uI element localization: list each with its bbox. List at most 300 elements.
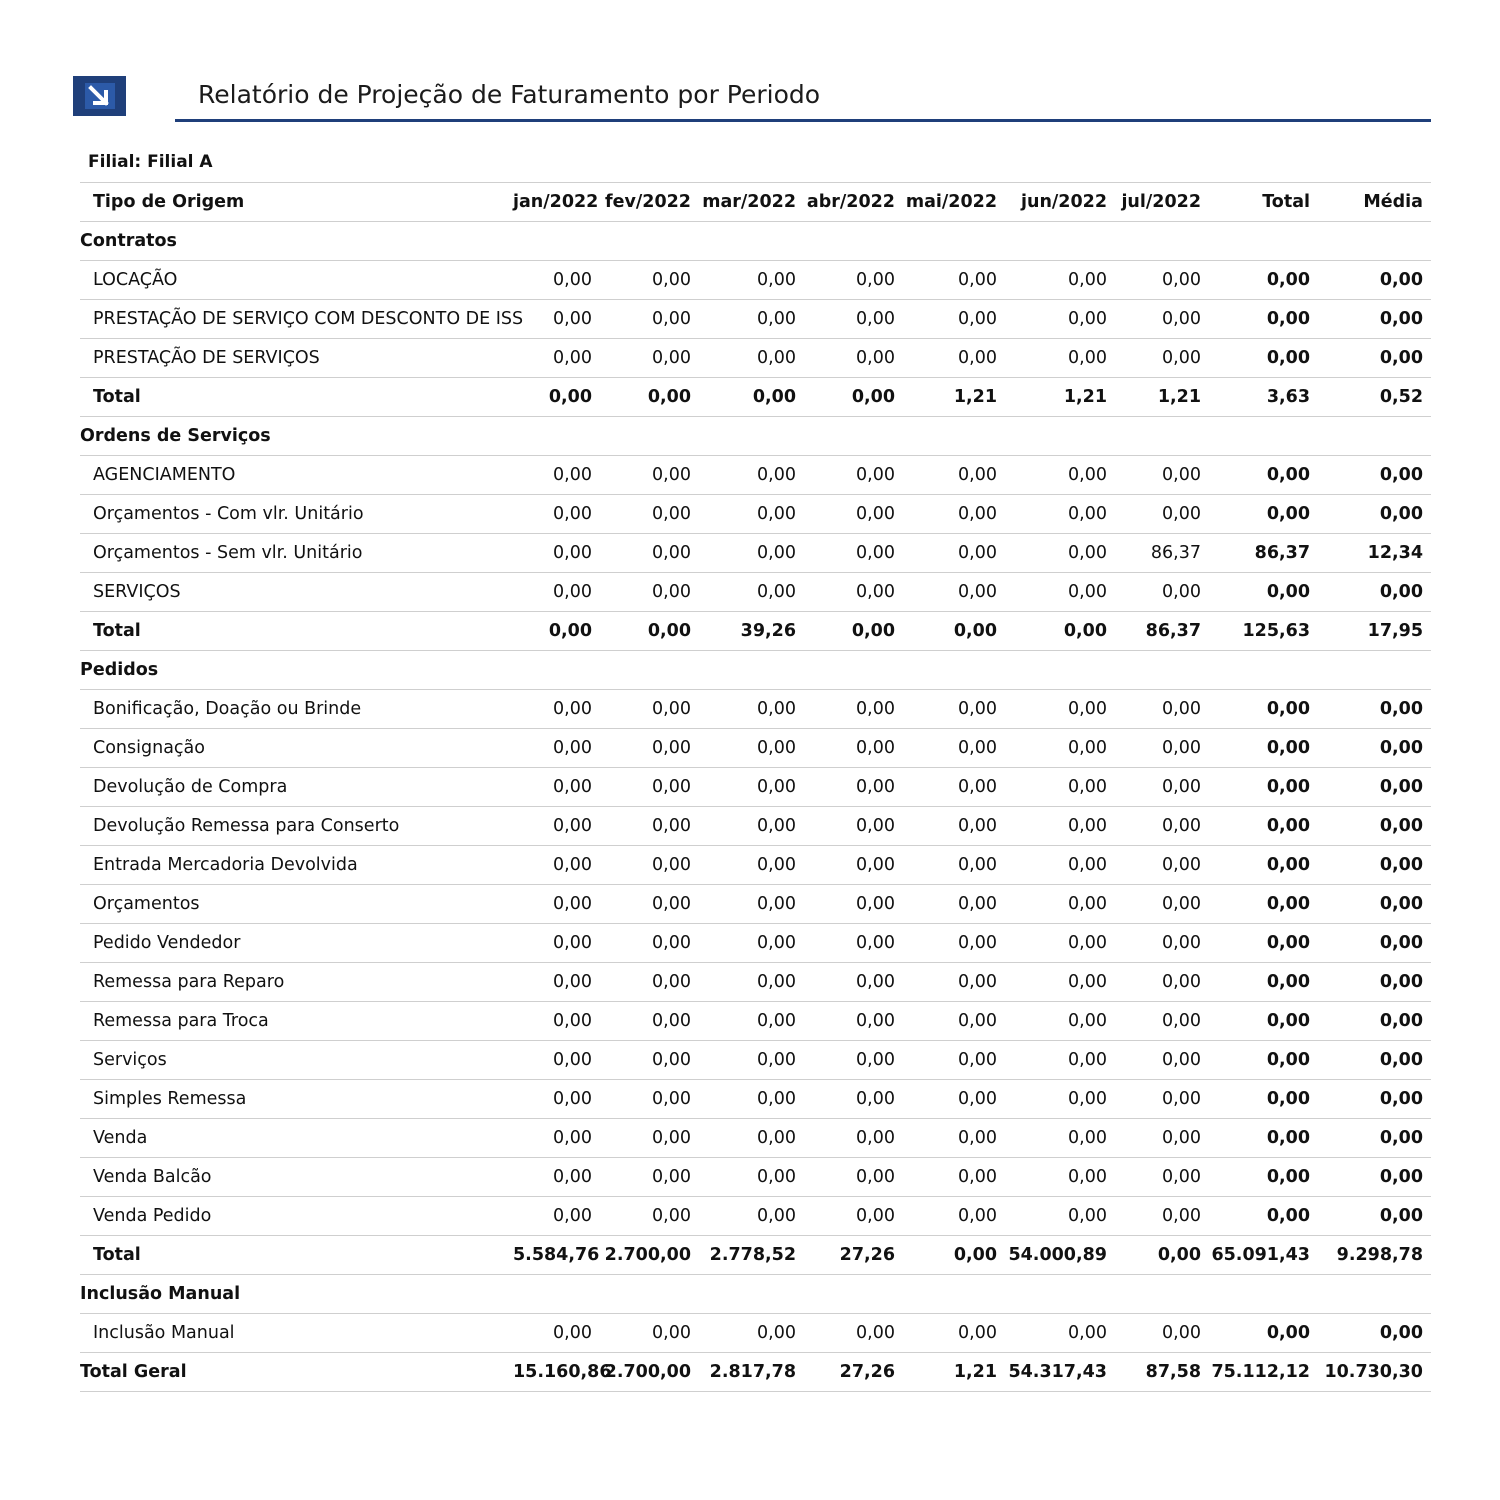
row-value: 0,00 bbox=[1209, 846, 1318, 885]
row-value: 0,00 bbox=[1005, 1080, 1115, 1119]
row-value: 0,00 bbox=[513, 456, 600, 495]
row-value: 0,00 bbox=[513, 1080, 600, 1119]
row-value: 0,00 bbox=[699, 534, 804, 573]
row-value: 0,00 bbox=[1318, 495, 1431, 534]
total-value: 125,63 bbox=[1209, 612, 1318, 651]
row-value: 0,00 bbox=[699, 1002, 804, 1041]
row-value: 0,00 bbox=[513, 729, 600, 768]
row-value: 0,00 bbox=[600, 690, 699, 729]
table-row bbox=[80, 1041, 1431, 1080]
row-value: 86,37 bbox=[1115, 534, 1209, 573]
column-header: jun/2022 bbox=[1005, 183, 1115, 222]
row-value: 0,00 bbox=[1115, 885, 1209, 924]
group-row bbox=[80, 651, 1431, 690]
row-value: 0,00 bbox=[1115, 729, 1209, 768]
row-value: 0,00 bbox=[600, 573, 699, 612]
total-value: 65.091,43 bbox=[1209, 1236, 1318, 1275]
group-row bbox=[80, 417, 1431, 456]
row-value: 0,00 bbox=[804, 534, 903, 573]
table-row bbox=[80, 807, 1431, 846]
row-value: 0,00 bbox=[804, 456, 903, 495]
row-value: 0,00 bbox=[1318, 768, 1431, 807]
table-row bbox=[80, 495, 1431, 534]
grand-total-value: 15.160,86 bbox=[513, 1353, 600, 1392]
row-label: Inclusão Manual bbox=[80, 1314, 513, 1353]
grand-total-label: Total Geral bbox=[80, 1353, 513, 1392]
row-value: 0,00 bbox=[1005, 1041, 1115, 1080]
row-value: 0,00 bbox=[699, 261, 804, 300]
report-title: Relatório de Projeção de Faturamento por Periodo bbox=[198, 80, 821, 109]
row-value: 0,00 bbox=[600, 729, 699, 768]
row-value: 0,00 bbox=[903, 1158, 1005, 1197]
total-value: 54.000,89 bbox=[1005, 1236, 1115, 1275]
row-value: 0,00 bbox=[513, 807, 600, 846]
total-value: 1,21 bbox=[1005, 378, 1115, 417]
row-value: 0,00 bbox=[600, 885, 699, 924]
group-title: Ordens de Serviços bbox=[80, 417, 1431, 456]
grand-total-value: 10.730,30 bbox=[1318, 1353, 1431, 1392]
row-value: 0,00 bbox=[1209, 300, 1318, 339]
total-value: 27,26 bbox=[804, 1236, 903, 1275]
row-value: 0,00 bbox=[804, 1080, 903, 1119]
total-value: 0,00 bbox=[600, 378, 699, 417]
row-value: 0,00 bbox=[1209, 807, 1318, 846]
row-value: 0,00 bbox=[699, 1158, 804, 1197]
row-value: 0,00 bbox=[1318, 729, 1431, 768]
row-value: 0,00 bbox=[1005, 729, 1115, 768]
row-value: 0,00 bbox=[1209, 1119, 1318, 1158]
total-value: 1,21 bbox=[1115, 378, 1209, 417]
total-value: 0,00 bbox=[903, 1236, 1005, 1275]
row-value: 0,00 bbox=[903, 1314, 1005, 1353]
row-label: Remessa para Reparo bbox=[80, 963, 513, 1002]
row-value: 0,00 bbox=[513, 495, 600, 534]
table-row bbox=[80, 300, 1431, 339]
row-value: 0,00 bbox=[1318, 846, 1431, 885]
row-label: Bonificação, Doação ou Brinde bbox=[80, 690, 513, 729]
row-label: Pedido Vendedor bbox=[80, 924, 513, 963]
row-label: Consignação bbox=[80, 729, 513, 768]
row-value: 0,00 bbox=[600, 963, 699, 1002]
row-value: 0,00 bbox=[513, 1041, 600, 1080]
row-value: 0,00 bbox=[1005, 495, 1115, 534]
row-value: 0,00 bbox=[1209, 963, 1318, 1002]
table-row bbox=[80, 339, 1431, 378]
row-value: 0,00 bbox=[1005, 1197, 1115, 1236]
row-value: 0,00 bbox=[1209, 1041, 1318, 1080]
row-value: 0,00 bbox=[804, 924, 903, 963]
row-value: 0,00 bbox=[1115, 1119, 1209, 1158]
row-label: Venda bbox=[80, 1119, 513, 1158]
row-value: 0,00 bbox=[1209, 690, 1318, 729]
row-value: 0,00 bbox=[804, 963, 903, 1002]
row-value: 0,00 bbox=[1005, 300, 1115, 339]
row-value: 0,00 bbox=[1005, 1314, 1115, 1353]
total-value: 2.700,00 bbox=[600, 1236, 699, 1275]
table-header-row bbox=[80, 183, 1431, 222]
row-value: 0,00 bbox=[513, 1119, 600, 1158]
row-value: 0,00 bbox=[600, 1080, 699, 1119]
row-value: 86,37 bbox=[1209, 534, 1318, 573]
column-header: fev/2022 bbox=[600, 183, 699, 222]
row-label: Venda Pedido bbox=[80, 1197, 513, 1236]
row-value: 0,00 bbox=[1005, 261, 1115, 300]
row-value: 0,00 bbox=[513, 885, 600, 924]
group-title: Contratos bbox=[80, 222, 1431, 261]
row-value: 0,00 bbox=[600, 1041, 699, 1080]
group-total-row bbox=[80, 1236, 1431, 1275]
row-value: 0,00 bbox=[699, 1119, 804, 1158]
row-label: Venda Balcão bbox=[80, 1158, 513, 1197]
row-value: 0,00 bbox=[699, 690, 804, 729]
total-value: 1,21 bbox=[903, 378, 1005, 417]
row-value: 12,34 bbox=[1318, 534, 1431, 573]
row-value: 0,00 bbox=[903, 807, 1005, 846]
row-value: 0,00 bbox=[600, 1119, 699, 1158]
row-value: 0,00 bbox=[1318, 1158, 1431, 1197]
row-value: 0,00 bbox=[804, 729, 903, 768]
row-value: 0,00 bbox=[1005, 339, 1115, 378]
column-header: Média bbox=[1318, 183, 1431, 222]
row-value: 0,00 bbox=[699, 1080, 804, 1119]
row-value: 0,00 bbox=[903, 1197, 1005, 1236]
row-label: LOCAÇÃO bbox=[80, 261, 513, 300]
row-value: 0,00 bbox=[1318, 456, 1431, 495]
row-value: 0,00 bbox=[1318, 573, 1431, 612]
row-value: 0,00 bbox=[1115, 846, 1209, 885]
row-value: 0,00 bbox=[513, 1002, 600, 1041]
row-label: Devolução Remessa para Conserto bbox=[80, 807, 513, 846]
row-value: 0,00 bbox=[804, 261, 903, 300]
row-value: 0,00 bbox=[1005, 807, 1115, 846]
row-value: 0,00 bbox=[513, 1197, 600, 1236]
row-value: 0,00 bbox=[1209, 885, 1318, 924]
row-value: 0,00 bbox=[1115, 1041, 1209, 1080]
row-value: 0,00 bbox=[804, 768, 903, 807]
row-value: 0,00 bbox=[1115, 1002, 1209, 1041]
row-value: 0,00 bbox=[1209, 924, 1318, 963]
row-label: Orçamentos bbox=[80, 885, 513, 924]
row-value: 0,00 bbox=[600, 534, 699, 573]
row-value: 0,00 bbox=[1005, 690, 1115, 729]
group-row bbox=[80, 1275, 1431, 1314]
grand-total-row bbox=[80, 1353, 1431, 1392]
row-value: 0,00 bbox=[903, 261, 1005, 300]
row-value: 0,00 bbox=[1115, 300, 1209, 339]
column-header: jan/2022 bbox=[513, 183, 600, 222]
group-title: Pedidos bbox=[80, 651, 1431, 690]
row-label: Simples Remessa bbox=[80, 1080, 513, 1119]
total-value: 0,00 bbox=[600, 612, 699, 651]
row-value: 0,00 bbox=[1318, 1197, 1431, 1236]
row-value: 0,00 bbox=[1115, 807, 1209, 846]
row-value: 0,00 bbox=[804, 1197, 903, 1236]
row-value: 0,00 bbox=[513, 573, 600, 612]
row-value: 0,00 bbox=[600, 456, 699, 495]
title-divider bbox=[175, 119, 1431, 122]
row-value: 0,00 bbox=[1209, 768, 1318, 807]
row-value: 0,00 bbox=[903, 495, 1005, 534]
grand-total-value: 2.700,00 bbox=[600, 1353, 699, 1392]
row-value: 0,00 bbox=[1005, 768, 1115, 807]
row-value: 0,00 bbox=[699, 573, 804, 612]
row-value: 0,00 bbox=[1209, 1158, 1318, 1197]
report-logo bbox=[73, 76, 126, 116]
row-value: 0,00 bbox=[804, 1119, 903, 1158]
row-value: 0,00 bbox=[804, 846, 903, 885]
row-value: 0,00 bbox=[1115, 1197, 1209, 1236]
arrow-down-right-icon bbox=[73, 76, 126, 116]
row-value: 0,00 bbox=[903, 924, 1005, 963]
row-value: 0,00 bbox=[1209, 1197, 1318, 1236]
grand-total-value: 54.317,43 bbox=[1005, 1353, 1115, 1392]
row-value: 0,00 bbox=[1115, 1158, 1209, 1197]
row-value: 0,00 bbox=[513, 846, 600, 885]
total-value: 2.778,52 bbox=[699, 1236, 804, 1275]
grand-total-value: 75.112,12 bbox=[1209, 1353, 1318, 1392]
row-value: 0,00 bbox=[903, 1119, 1005, 1158]
row-value: 0,00 bbox=[1209, 1314, 1318, 1353]
grand-total-value: 2.817,78 bbox=[699, 1353, 804, 1392]
row-value: 0,00 bbox=[600, 495, 699, 534]
total-label: Total bbox=[80, 1236, 513, 1275]
row-value: 0,00 bbox=[903, 1002, 1005, 1041]
row-label: Serviços bbox=[80, 1041, 513, 1080]
row-value: 0,00 bbox=[1005, 963, 1115, 1002]
row-value: 0,00 bbox=[804, 573, 903, 612]
row-value: 0,00 bbox=[903, 690, 1005, 729]
row-value: 0,00 bbox=[1318, 963, 1431, 1002]
row-value: 0,00 bbox=[1115, 690, 1209, 729]
row-value: 0,00 bbox=[1318, 1002, 1431, 1041]
table-row bbox=[80, 261, 1431, 300]
column-header: jul/2022 bbox=[1115, 183, 1209, 222]
row-value: 0,00 bbox=[1005, 1119, 1115, 1158]
row-value: 0,00 bbox=[804, 885, 903, 924]
total-value: 0,00 bbox=[699, 378, 804, 417]
row-value: 0,00 bbox=[903, 456, 1005, 495]
row-value: 0,00 bbox=[1318, 690, 1431, 729]
row-value: 0,00 bbox=[600, 1197, 699, 1236]
row-value: 0,00 bbox=[1115, 1314, 1209, 1353]
table-row bbox=[80, 1314, 1431, 1353]
row-value: 0,00 bbox=[1318, 339, 1431, 378]
row-value: 0,00 bbox=[1209, 339, 1318, 378]
total-value: 0,00 bbox=[513, 378, 600, 417]
row-value: 0,00 bbox=[1005, 1158, 1115, 1197]
row-value: 0,00 bbox=[513, 300, 600, 339]
grand-total-value: 27,26 bbox=[804, 1353, 903, 1392]
row-label: SERVIÇOS bbox=[80, 573, 513, 612]
total-value: 3,63 bbox=[1209, 378, 1318, 417]
row-value: 0,00 bbox=[699, 807, 804, 846]
row-value: 0,00 bbox=[600, 339, 699, 378]
total-value: 0,00 bbox=[513, 612, 600, 651]
table-row bbox=[80, 768, 1431, 807]
table-row bbox=[80, 885, 1431, 924]
column-header: Total bbox=[1209, 183, 1318, 222]
row-value: 0,00 bbox=[1209, 261, 1318, 300]
column-header: mar/2022 bbox=[699, 183, 804, 222]
row-label: Orçamentos - Com vlr. Unitário bbox=[80, 495, 513, 534]
row-value: 0,00 bbox=[1005, 534, 1115, 573]
row-value: 0,00 bbox=[600, 300, 699, 339]
row-value: 0,00 bbox=[1318, 924, 1431, 963]
row-value: 0,00 bbox=[699, 1197, 804, 1236]
group-total-row bbox=[80, 612, 1431, 651]
row-value: 0,00 bbox=[699, 963, 804, 1002]
row-value: 0,00 bbox=[804, 807, 903, 846]
column-header: mai/2022 bbox=[903, 183, 1005, 222]
row-value: 0,00 bbox=[1005, 846, 1115, 885]
row-value: 0,00 bbox=[1115, 1080, 1209, 1119]
table-row bbox=[80, 729, 1431, 768]
total-value: 0,00 bbox=[804, 378, 903, 417]
total-label: Total bbox=[80, 378, 513, 417]
table-row bbox=[80, 1002, 1431, 1041]
row-value: 0,00 bbox=[513, 261, 600, 300]
filial-label: Filial: Filial A bbox=[88, 152, 213, 172]
row-value: 0,00 bbox=[699, 885, 804, 924]
total-value: 86,37 bbox=[1115, 612, 1209, 651]
row-value: 0,00 bbox=[1209, 1002, 1318, 1041]
table-row bbox=[80, 456, 1431, 495]
row-value: 0,00 bbox=[903, 534, 1005, 573]
row-value: 0,00 bbox=[903, 339, 1005, 378]
total-value: 0,00 bbox=[1005, 612, 1115, 651]
row-value: 0,00 bbox=[1115, 339, 1209, 378]
total-value: 17,95 bbox=[1318, 612, 1431, 651]
row-value: 0,00 bbox=[600, 768, 699, 807]
row-value: 0,00 bbox=[1115, 768, 1209, 807]
group-total-row bbox=[80, 378, 1431, 417]
row-value: 0,00 bbox=[699, 768, 804, 807]
row-value: 0,00 bbox=[513, 768, 600, 807]
row-label: AGENCIAMENTO bbox=[80, 456, 513, 495]
column-header: Tipo de Origem bbox=[80, 183, 513, 222]
row-value: 0,00 bbox=[699, 300, 804, 339]
row-value: 0,00 bbox=[699, 495, 804, 534]
row-value: 0,00 bbox=[1115, 924, 1209, 963]
row-value: 0,00 bbox=[1005, 924, 1115, 963]
row-value: 0,00 bbox=[1115, 261, 1209, 300]
row-value: 0,00 bbox=[804, 1158, 903, 1197]
total-value: 0,52 bbox=[1318, 378, 1431, 417]
row-value: 0,00 bbox=[600, 261, 699, 300]
row-value: 0,00 bbox=[1318, 807, 1431, 846]
row-value: 0,00 bbox=[513, 339, 600, 378]
row-value: 0,00 bbox=[1318, 1041, 1431, 1080]
total-label: Total bbox=[80, 612, 513, 651]
row-value: 0,00 bbox=[699, 1041, 804, 1080]
total-value: 0,00 bbox=[903, 612, 1005, 651]
row-value: 0,00 bbox=[1209, 729, 1318, 768]
row-value: 0,00 bbox=[600, 807, 699, 846]
row-value: 0,00 bbox=[699, 924, 804, 963]
table-row bbox=[80, 963, 1431, 1002]
row-value: 0,00 bbox=[1318, 1080, 1431, 1119]
row-label: PRESTAÇÃO DE SERVIÇO COM DESCONTO DE ISS bbox=[80, 300, 513, 339]
column-header: abr/2022 bbox=[804, 183, 903, 222]
row-value: 0,00 bbox=[1209, 495, 1318, 534]
table-row bbox=[80, 573, 1431, 612]
table-row bbox=[80, 690, 1431, 729]
row-value: 0,00 bbox=[804, 1002, 903, 1041]
row-value: 0,00 bbox=[1318, 300, 1431, 339]
row-value: 0,00 bbox=[1209, 1080, 1318, 1119]
row-value: 0,00 bbox=[1115, 963, 1209, 1002]
row-value: 0,00 bbox=[903, 573, 1005, 612]
grand-total-value: 1,21 bbox=[903, 1353, 1005, 1392]
table-row bbox=[80, 534, 1431, 573]
row-value: 0,00 bbox=[513, 1314, 600, 1353]
row-value: 0,00 bbox=[903, 729, 1005, 768]
row-value: 0,00 bbox=[699, 339, 804, 378]
row-value: 0,00 bbox=[903, 963, 1005, 1002]
row-value: 0,00 bbox=[600, 1314, 699, 1353]
row-value: 0,00 bbox=[1209, 456, 1318, 495]
row-value: 0,00 bbox=[903, 885, 1005, 924]
row-value: 0,00 bbox=[513, 534, 600, 573]
row-label: Entrada Mercadoria Devolvida bbox=[80, 846, 513, 885]
billing-projection-table bbox=[80, 183, 1431, 1392]
row-value: 0,00 bbox=[804, 300, 903, 339]
row-value: 0,00 bbox=[513, 690, 600, 729]
row-value: 0,00 bbox=[513, 1158, 600, 1197]
total-value: 5.584,76 bbox=[513, 1236, 600, 1275]
table-row bbox=[80, 924, 1431, 963]
row-value: 0,00 bbox=[903, 768, 1005, 807]
row-value: 0,00 bbox=[804, 1041, 903, 1080]
row-value: 0,00 bbox=[1318, 1119, 1431, 1158]
group-row bbox=[80, 222, 1431, 261]
table-row bbox=[80, 1119, 1431, 1158]
total-value: 9.298,78 bbox=[1318, 1236, 1431, 1275]
row-value: 0,00 bbox=[1005, 456, 1115, 495]
row-value: 0,00 bbox=[1115, 495, 1209, 534]
row-label: Remessa para Troca bbox=[80, 1002, 513, 1041]
row-value: 0,00 bbox=[804, 1314, 903, 1353]
row-label: Orçamentos - Sem vlr. Unitário bbox=[80, 534, 513, 573]
group-title: Inclusão Manual bbox=[80, 1275, 1431, 1314]
row-value: 0,00 bbox=[804, 495, 903, 534]
row-value: 0,00 bbox=[1318, 1314, 1431, 1353]
row-value: 0,00 bbox=[513, 963, 600, 1002]
row-value: 0,00 bbox=[804, 339, 903, 378]
total-value: 0,00 bbox=[1115, 1236, 1209, 1275]
grand-total-value: 87,58 bbox=[1115, 1353, 1209, 1392]
row-value: 0,00 bbox=[699, 456, 804, 495]
total-value: 0,00 bbox=[804, 612, 903, 651]
row-value: 0,00 bbox=[600, 924, 699, 963]
row-value: 0,00 bbox=[1209, 573, 1318, 612]
row-value: 0,00 bbox=[903, 846, 1005, 885]
row-value: 0,00 bbox=[600, 1158, 699, 1197]
row-label: PRESTAÇÃO DE SERVIÇOS bbox=[80, 339, 513, 378]
row-value: 0,00 bbox=[1005, 573, 1115, 612]
row-value: 0,00 bbox=[600, 1002, 699, 1041]
row-value: 0,00 bbox=[699, 729, 804, 768]
row-value: 0,00 bbox=[903, 300, 1005, 339]
row-value: 0,00 bbox=[1115, 573, 1209, 612]
row-label: Devolução de Compra bbox=[80, 768, 513, 807]
row-value: 0,00 bbox=[1115, 456, 1209, 495]
row-value: 0,00 bbox=[1318, 261, 1431, 300]
table-row bbox=[80, 1197, 1431, 1236]
row-value: 0,00 bbox=[1005, 1002, 1115, 1041]
row-value: 0,00 bbox=[804, 690, 903, 729]
row-value: 0,00 bbox=[1005, 885, 1115, 924]
